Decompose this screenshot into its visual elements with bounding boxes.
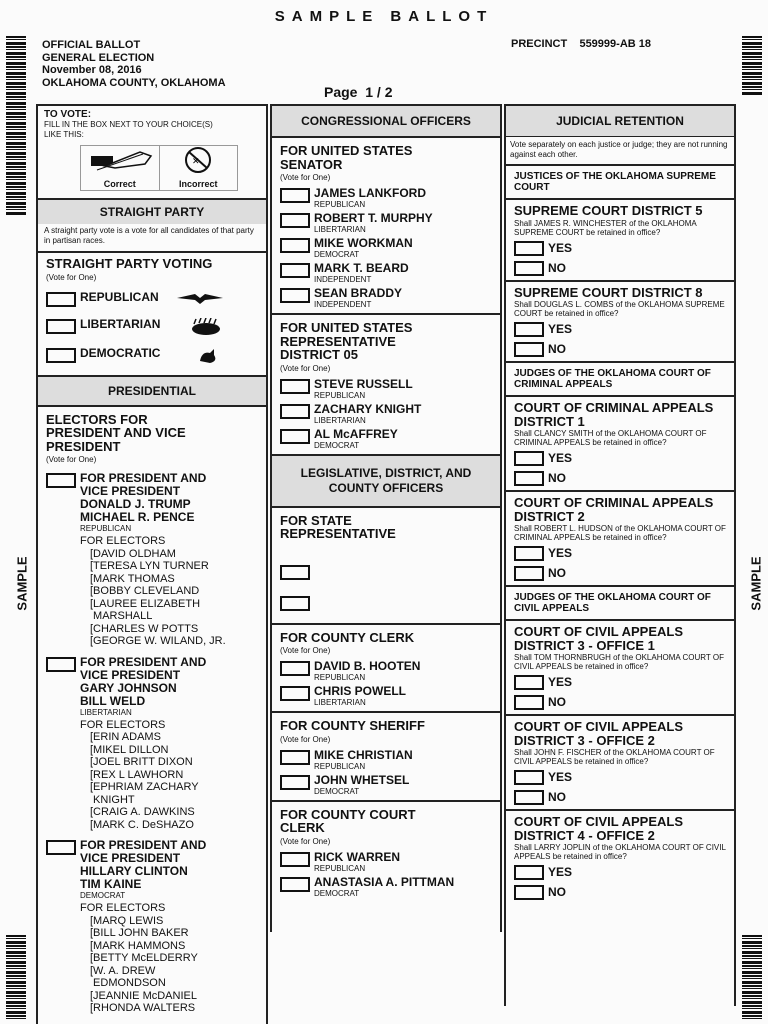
vote-for: (Vote for One) <box>46 272 97 282</box>
candidate-name: ROBERT T. MURPHY <box>314 211 433 225</box>
party-label: REPUBLICAN <box>314 673 366 682</box>
candidate[interactable] <box>272 748 500 771</box>
option-label: NO <box>548 695 566 709</box>
party-label: DEMOCRAT <box>314 888 360 898</box>
option-no[interactable] <box>506 563 734 583</box>
for-electors: FOR ELECTORS <box>80 902 166 914</box>
barcode-top-left <box>6 36 26 216</box>
vote-box[interactable] <box>46 348 76 363</box>
candidate-name: RICK WARREN <box>314 849 400 864</box>
ticket-text <box>80 472 226 648</box>
candidate-name: JOHN WHETSEL <box>314 772 410 787</box>
retention-question: Shall LARRY JOPLIN of the OKLAHOMA COURT OF CIVIL APPEALS be retained in office? <box>514 843 726 861</box>
elector-name: EDMONDSON <box>90 977 166 989</box>
option-label: NO <box>548 885 566 899</box>
elector-name: [REX L LAWHORN <box>90 768 184 781</box>
ticket-l2: VICE PRESIDENT <box>80 667 181 682</box>
court-group-title: JUDGES OF THE OKLAHOMA COURT OF CRIMINAL APPEALS <box>506 361 734 395</box>
option-no[interactable] <box>506 468 734 488</box>
option-yes[interactable] <box>506 767 734 787</box>
race-office: FOR COUNTY COURT CLERK <box>280 806 416 835</box>
correct-example <box>81 146 160 190</box>
candidate[interactable] <box>272 427 500 450</box>
judicial-heading: JUDICIAL RETENTION <box>506 106 734 136</box>
elector-name: [LAUREE ELIZABETH <box>90 597 201 610</box>
retention-item <box>506 280 734 362</box>
for-electors: FOR ELECTORS <box>80 535 166 547</box>
elector-name: [MARK HAMMONS <box>90 939 186 952</box>
party-label: LIBERTARIAN <box>314 415 366 425</box>
race-congress-0 <box>272 136 500 313</box>
court-name: COURT OF CIVIL APPEALS DISTRICT 4 - OFFICE 2 <box>514 814 684 843</box>
candidate[interactable] <box>272 850 500 873</box>
ticket-vp: MICHAEL R. PENCE <box>80 510 195 524</box>
retention-question: Shall TOM THORNBRUGH of the OKLAHOMA COURT OF CIVIL APPEALS be retained in office? <box>514 653 724 671</box>
straight-party-desc: A straight party vote is a vote for all candidates of that party in partisan races. <box>44 226 254 245</box>
vote-box[interactable] <box>46 840 76 855</box>
candidate-text <box>314 685 406 707</box>
straight-party-heading: STRAIGHT PARTY <box>38 200 266 224</box>
candidate-text <box>314 287 402 309</box>
ticket-vp: TIM KAINE <box>80 877 142 891</box>
vote-for: (Vote for One) <box>280 173 331 182</box>
party-option-democratic[interactable]: DEMOCRATIC <box>38 346 266 365</box>
correct-label: Correct <box>103 179 136 189</box>
vote-box[interactable] <box>46 292 76 307</box>
party-label: LIBERTARIAN <box>314 225 366 234</box>
vote-box[interactable] <box>280 288 310 303</box>
elector-name: [MARQ LEWIS <box>90 914 164 927</box>
retention-item <box>506 490 734 585</box>
party-label: INDEPENDENT <box>314 300 372 309</box>
party-label: REPUBLICAN <box>80 524 132 533</box>
vote-box[interactable] <box>280 238 310 253</box>
vote-box[interactable] <box>514 675 544 690</box>
race-county-1 <box>272 711 500 800</box>
retention-question: Shall JAMES R. WINCHESTER of the OKLAHOMA SUPREME COURT be retained in office? <box>514 218 697 237</box>
candidate[interactable] <box>272 875 500 898</box>
page-number: Page 1 / 2 <box>324 84 393 100</box>
elector-name: [CRAIG A. DAWKINS <box>90 806 195 818</box>
elector-name: [BILL JOHN BAKER <box>90 927 189 939</box>
incorrect-label: Incorrect <box>178 179 218 189</box>
candidate-name: STEVE RUSSELL <box>314 376 413 391</box>
party-label: DEMOCRAT <box>314 250 360 259</box>
vote-box[interactable] <box>280 404 310 419</box>
candidate-text <box>314 212 433 234</box>
candidate-text <box>314 749 413 771</box>
candidate-name: ZACHARY KNIGHT <box>314 401 422 416</box>
elector-name: [ERIN ADAMS <box>90 731 161 743</box>
candidate[interactable] <box>272 402 500 425</box>
race-office: FOR COUNTY CLERK <box>280 629 415 645</box>
candidate-name: ANASTASIA A. PITTMAN <box>314 874 455 889</box>
vote-box[interactable] <box>514 322 544 337</box>
vote-box[interactable] <box>280 213 310 228</box>
candidate-text <box>314 774 409 796</box>
header-line: GENERAL ELECTION <box>42 51 155 64</box>
candidate[interactable] <box>272 186 500 209</box>
vote-box[interactable] <box>514 342 544 357</box>
elector-name: [EPHRIAM ZACHARY <box>90 781 199 793</box>
for-electors: FOR ELECTORS <box>80 718 166 731</box>
barcode-bottom-right <box>742 935 762 1020</box>
straight-party-office: STRAIGHT PARTY VOTING <box>46 256 213 271</box>
vote-box[interactable] <box>280 877 310 892</box>
vote-for: (Vote for One) <box>46 455 97 464</box>
presidential-section <box>38 375 266 405</box>
vote-box[interactable] <box>514 790 544 805</box>
presidential-heading: PRESIDENTIAL <box>38 377 266 405</box>
precinct: PRECINCT 559999-AB 18 <box>511 38 651 50</box>
instructions-title: TO VOTE: <box>44 109 92 120</box>
vote-box[interactable] <box>514 865 544 880</box>
candidate-text <box>314 403 421 425</box>
ticket-2[interactable] <box>38 838 266 1015</box>
candidate-text <box>314 237 413 259</box>
party-label: LIBERTARIAN <box>80 707 132 717</box>
elector-name: [JOEL BRITT DIXON <box>90 756 193 768</box>
elector-name: [GEORGE W. WILAND, JR. <box>90 635 226 647</box>
ballot-title: SAMPLE BALLOT <box>274 8 494 25</box>
congressional-races <box>272 136 500 454</box>
race-office: FOR UNITED STATES REPRESENTATIVE DISTRICT 05 <box>280 320 413 362</box>
ballot-header <box>42 39 226 89</box>
vote-for: (Vote for One) <box>280 734 331 744</box>
option-no[interactable] <box>506 882 734 902</box>
elector-name: [MARK C. DeSHAZO <box>90 818 194 831</box>
candidate-name: MIKE WORKMAN <box>314 236 413 250</box>
vote-for: (Vote for One) <box>280 836 331 846</box>
race-county-0 <box>272 623 500 712</box>
elector-name: [JEANNIE McDANIEL <box>90 989 197 1002</box>
option-label: YES <box>548 322 573 336</box>
judicial-desc: Vote separately on each justice or judge; they are not running against each other. <box>506 136 734 164</box>
ticket-line: FOR PRESIDENT AND <box>80 654 207 669</box>
option-yes[interactable] <box>506 672 734 692</box>
legislative-section <box>272 454 500 506</box>
pen-filled-box-icon <box>85 146 155 174</box>
option-no[interactable] <box>506 692 734 712</box>
ticket-0[interactable] <box>38 471 266 648</box>
side-label-left: SAMPLE <box>14 556 30 611</box>
vote-box[interactable] <box>514 566 544 581</box>
vote-box[interactable] <box>46 473 76 488</box>
incorrect-example <box>160 146 238 190</box>
candidate[interactable] <box>272 377 500 400</box>
rooster-icon <box>196 347 220 365</box>
option-label: YES <box>548 770 573 784</box>
party-label: REPUBLICAN <box>314 390 366 400</box>
vote-for: (Vote for One) <box>280 646 331 655</box>
ticket-p: HILLARY CLINTON <box>80 864 188 878</box>
retention-item <box>506 198 734 280</box>
vote-box[interactable] <box>280 263 310 278</box>
option-label: YES <box>548 240 573 255</box>
party-label: REPUBLICAN <box>314 863 366 873</box>
retention-question: Shall ROBERT L. HUDSON of the OKLAHOMA COURT OF CRIMINAL APPEALS be retained in office? <box>514 524 726 542</box>
court-name: SUPREME COURT DISTRICT 5 <box>514 203 703 218</box>
vote-for: (Vote for One) <box>280 363 331 373</box>
option-label: YES <box>548 546 573 560</box>
retention-item <box>506 809 734 904</box>
elector-name: [MARK THOMAS <box>90 572 175 585</box>
county-races <box>272 623 500 902</box>
elector-name: [W. A. DREW <box>90 964 156 977</box>
vote-box[interactable] <box>514 451 544 466</box>
header-line: OFFICIAL BALLOT <box>42 39 141 51</box>
option-no[interactable] <box>506 787 734 807</box>
vote-box[interactable] <box>46 319 76 334</box>
candidate[interactable] <box>272 773 500 796</box>
candidate-name: CHRIS POWELL <box>314 684 406 698</box>
party-option-libertarian[interactable]: LIBERTARIAN <box>38 317 266 336</box>
vote-box[interactable] <box>280 188 310 203</box>
congressional-heading: CONGRESSIONAL OFFICERS <box>272 106 500 136</box>
vote-box[interactable] <box>514 770 544 785</box>
party-label: REPUBLICAN <box>314 761 366 771</box>
option-yes[interactable] <box>506 319 734 339</box>
court-group-title: JUSTICES OF THE OKLAHOMA SUPREME COURT <box>506 164 734 198</box>
candidate-text <box>314 187 426 209</box>
vote-box[interactable] <box>280 565 310 580</box>
prohibited-icon <box>183 146 213 174</box>
vote-box[interactable] <box>514 546 544 561</box>
party-label: DEMOCRAT <box>314 440 360 450</box>
column-2 <box>270 104 502 932</box>
candidate[interactable] <box>272 286 500 309</box>
race-congress-1 <box>272 313 500 454</box>
court-name: COURT OF CRIMINAL APPEALS DISTRICT 2 <box>514 495 714 524</box>
ticket-vp: BILL WELD <box>80 693 146 708</box>
option-yes[interactable] <box>506 862 734 882</box>
instructions <box>38 106 266 194</box>
option-label: NO <box>548 471 566 485</box>
vote-box[interactable] <box>514 695 544 710</box>
ticket-line: FOR PRESIDENT AND <box>80 471 207 485</box>
elector-name: [BOBBY CLEVELAND <box>90 585 200 597</box>
party-label: DEMOCRAT <box>314 786 360 796</box>
candidate-name: SEAN BRADDY <box>314 286 403 300</box>
ticket-p: DONALD J. TRUMP <box>80 497 191 511</box>
party-label: REPUBLICAN <box>314 200 366 209</box>
court-name: COURT OF CIVIL APPEALS DISTRICT 3 - OFFICE 1 <box>514 624 684 653</box>
elector-name: [BETTY McELDERRY <box>90 952 198 964</box>
side-label-right: SAMPLE <box>748 556 764 611</box>
legislative-heading: LEGISLATIVE, DISTRICT, AND COUNTY OFFICERS <box>272 456 500 506</box>
write-in-1[interactable] <box>272 563 500 580</box>
presidential-office: ELECTORS FOR PRESIDENT AND VICE PRESIDENT <box>46 411 186 454</box>
eagle-icon <box>175 291 225 305</box>
candidate-name: DAVID B. HOOTEN <box>314 659 421 673</box>
candidate-text <box>314 262 409 284</box>
court-group-title: JUDGES OF THE OKLAHOMA COURT OF CIVIL APPEALS <box>506 585 734 619</box>
presidential-race <box>38 405 266 1015</box>
court-name: SUPREME COURT DISTRICT 8 <box>514 284 703 300</box>
state-rep-office: FOR STATE REPRESENTATIVE <box>280 512 396 541</box>
straight-party-voting <box>38 251 266 365</box>
court-name: COURT OF CRIMINAL APPEALS DISTRICT 1 <box>514 400 714 429</box>
ticket-l2: VICE PRESIDENT <box>80 484 181 498</box>
elector-name: [TERESA LYN TURNER <box>90 560 209 572</box>
vote-box[interactable] <box>280 750 310 765</box>
option-yes[interactable] <box>506 448 734 468</box>
judicial-groups <box>506 164 734 904</box>
option-yes[interactable] <box>506 238 734 258</box>
porcupine-icon <box>188 318 224 336</box>
option-label: YES <box>548 865 573 879</box>
barcode-top-right <box>742 36 762 96</box>
candidate-text <box>314 876 454 898</box>
vote-box[interactable] <box>280 686 310 701</box>
retention-question: Shall JOHN F. FISCHER of the OKLAHOMA COURT OF CIVIL APPEALS be retained in office? <box>514 748 715 766</box>
vote-box[interactable] <box>514 885 544 900</box>
candidate[interactable] <box>272 211 500 234</box>
option-label: YES <box>548 675 573 689</box>
vote-box[interactable] <box>514 471 544 486</box>
party-label: INDEPENDENT <box>314 275 372 284</box>
retention-item <box>506 714 734 809</box>
vote-box[interactable] <box>280 379 310 394</box>
party-label: DEMOCRAT <box>80 891 126 900</box>
race-office: FOR COUNTY SHERIFF <box>280 718 425 733</box>
elector-name: [RHONDA WALTERS <box>90 1002 196 1014</box>
option-no[interactable] <box>506 258 734 278</box>
candidate-name: MARK T. BEARD <box>314 261 409 275</box>
vote-box[interactable] <box>514 241 544 256</box>
elector-name: [CHARLES W POTTS <box>90 622 199 635</box>
option-label: NO <box>548 260 566 275</box>
candidate-text <box>314 378 413 400</box>
candidate-name: JAMES LANKFORD <box>314 186 427 200</box>
ticket-1[interactable] <box>38 655 266 832</box>
example-marks <box>80 145 238 191</box>
state-representative-race <box>272 506 500 623</box>
ticket-p: GARY JOHNSON <box>80 680 177 695</box>
elector-name: [DAVID OLDHAM <box>90 547 176 560</box>
tickets <box>38 471 266 1015</box>
column-1 <box>36 104 268 1024</box>
option-label: NO <box>548 566 566 580</box>
instructions-text: FILL IN THE BOX NEXT TO YOUR CHOICE(S) LIKE THIS: <box>44 120 213 139</box>
ticket-text <box>80 656 206 832</box>
option-label: NO <box>548 342 566 356</box>
vote-box[interactable] <box>280 775 310 790</box>
svg-text:✕: ✕ <box>192 157 200 167</box>
vote-box[interactable] <box>280 661 310 676</box>
party-option-republican[interactable]: REPUBLICAN <box>38 290 266 307</box>
party-label: LIBERTARIAN <box>314 698 366 707</box>
candidate-name: AL McAFFREY <box>314 426 398 441</box>
candidate-text <box>314 428 398 450</box>
option-no[interactable] <box>506 339 734 359</box>
elector-name: [MIKEL DILLON <box>90 743 169 756</box>
header-line: OKLAHOMA COUNTY, OKLAHOMA <box>42 76 226 89</box>
option-yes[interactable] <box>506 543 734 563</box>
retention-item <box>506 395 734 490</box>
candidate-name: MIKE CHRISTIAN <box>314 747 413 762</box>
ticket-text <box>80 839 206 1015</box>
retention-question: Shall DOUGLAS L. COMBS of the OKLAHOMA SUPREME COURT be retained in office? <box>514 300 725 318</box>
option-label: NO <box>548 790 566 804</box>
option-label: YES <box>548 451 573 465</box>
ticket-l2: VICE PRESIDENT <box>80 851 181 865</box>
write-in-2[interactable] <box>272 594 500 611</box>
vote-box[interactable] <box>514 261 544 276</box>
candidate-text <box>314 851 400 873</box>
candidate[interactable] <box>272 684 500 707</box>
court-name: COURT OF CIVIL APPEALS DISTRICT 3 - OFFICE 2 <box>514 719 684 748</box>
race-office: FOR UNITED STATES SENATOR <box>280 143 413 172</box>
column-3 <box>504 104 736 1006</box>
candidate-text <box>314 660 420 682</box>
retention-item <box>506 619 734 714</box>
elector-name: MARSHALL <box>90 610 153 622</box>
retention-question: Shall CLANCY SMITH of the OKLAHOMA COURT OF CRIMINAL APPEALS be retained in office? <box>514 429 707 447</box>
straight-party-section <box>38 198 266 251</box>
candidate[interactable] <box>272 261 500 284</box>
elector-name: KNIGHT <box>90 793 135 806</box>
ticket-line: FOR PRESIDENT AND <box>80 838 207 852</box>
vote-box[interactable] <box>280 429 310 444</box>
vote-box[interactable] <box>280 852 310 867</box>
race-county-2 <box>272 800 500 902</box>
header-line: November 08, 2016 <box>42 64 142 76</box>
candidate[interactable] <box>272 659 500 682</box>
vote-box[interactable] <box>46 657 76 672</box>
candidate[interactable] <box>272 236 500 259</box>
vote-box[interactable] <box>280 596 310 611</box>
barcode-bottom-left <box>6 935 26 1020</box>
